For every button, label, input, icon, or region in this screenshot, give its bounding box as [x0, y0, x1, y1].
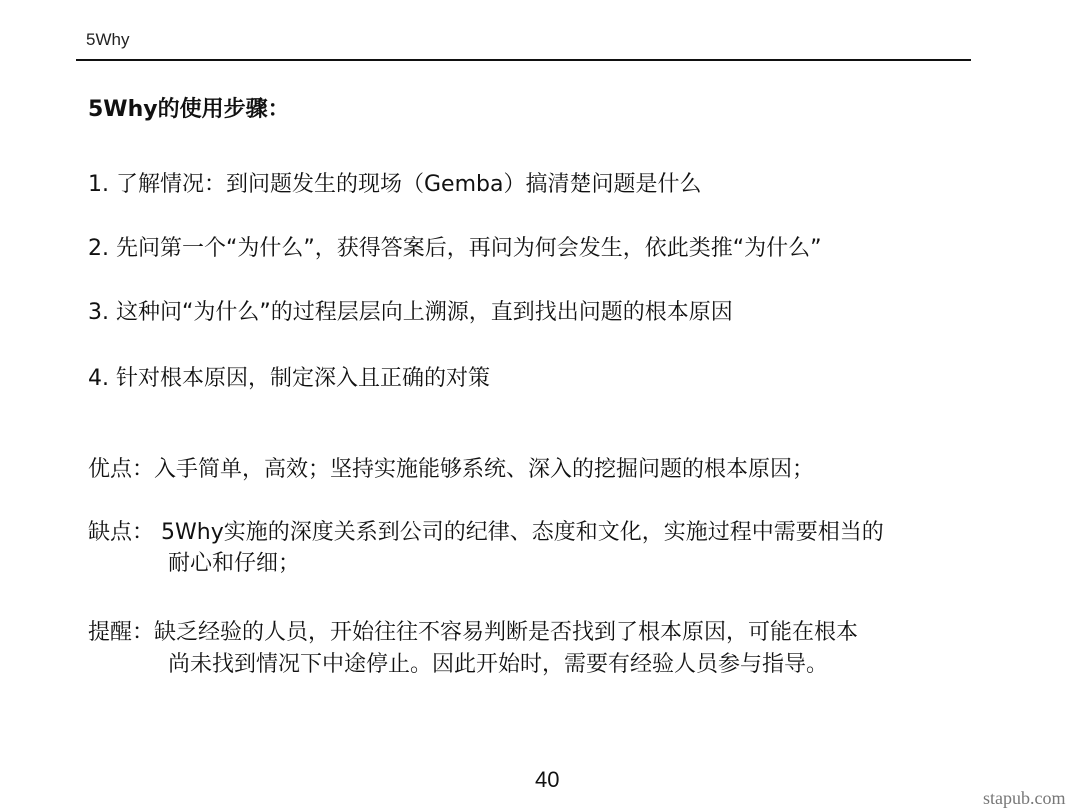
advantages-paragraph — [88, 452, 814, 483]
disadvantages-label: 缺点： — [88, 520, 155, 545]
step-1: 1. 了解情况：到问题发生的现场（Gemba）搞清楚问题是什么 — [88, 172, 702, 197]
watermark: stapub.com — [983, 788, 1066, 808]
reminder-text-line1: 缺乏经验的人员，开始往往不容易判断是否找到了根本原因，可能在根本 — [154, 620, 859, 645]
header-rule — [76, 59, 971, 61]
disadvantages-text-line1: 5Why实施的深度关系到公司的纪律、态度和文化，实施过程中需要相当的 — [154, 520, 884, 545]
step-4: 4. 针对根本原因，制定深入且正确的对策 — [88, 366, 490, 391]
step-2: 2. 先问第一个“为什么”，获得答案后，再问为何会发生，依此类推“为什么” — [88, 236, 822, 261]
reminder-paragraph — [88, 615, 858, 646]
disadvantages-text-line2: 耐心和仔细； — [168, 551, 301, 576]
header-label: 5Why — [86, 30, 130, 49]
reminder-text-line2: 尚未找到情况下中途停止。因此开始时，需要有经验人员参与指导。 — [168, 652, 829, 677]
reminder-label: 提醒： — [88, 620, 155, 645]
step-3: 3. 这种问“为什么”的过程层层向上溯源，直到找出问题的根本原因 — [88, 300, 733, 325]
advantages-label: 优点： — [88, 457, 155, 482]
page-heading: 5Why的使用步骤： — [88, 97, 290, 122]
disadvantages-paragraph — [88, 515, 884, 546]
advantages-text: 入手简单，高效；坚持实施能够系统、深入的挖掘问题的根本原因； — [154, 457, 815, 482]
page-number: 40 — [535, 767, 560, 792]
